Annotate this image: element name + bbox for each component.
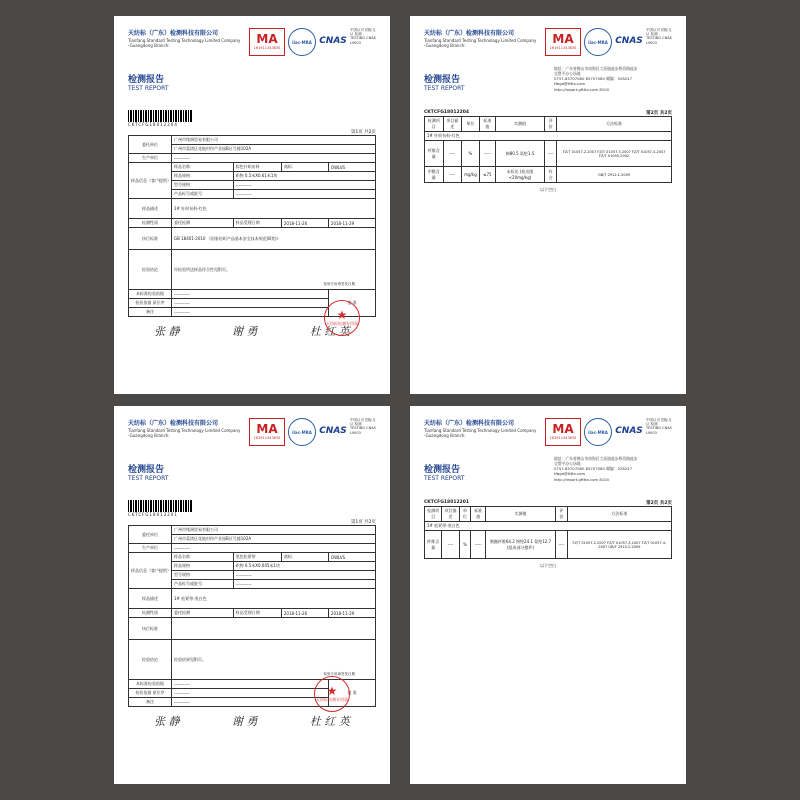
table-row: 甲醛含量 ---- mg/kg ≤75 未检出 (检出限<20mg/kg) 符合 GB/T 2912.1-2009 — [425, 167, 672, 183]
report-number: CKTCFG18012204 — [424, 110, 469, 115]
report-page-2 — [410, 16, 686, 394]
signatures — [128, 713, 376, 729]
address-block: 地址：广东省佛山市南海区大沥镇盐步桥西路盐步 交警平办公场地 0757-85707080 85707080 邮编：528247 tfbgd@tfttx.com http://report.gftttx.com 8100 — [554, 456, 638, 482]
report-title: 检测报告 TEST REPORT — [424, 75, 465, 92]
cnas-logo: CNAS — [615, 426, 643, 436]
branch-name: -Guangdong Branch: — [128, 43, 170, 48]
cert-logos: MA 161911343830 ilac-MRA CNAS 中国认可 国际互认 检测 TESTING CNAS L9003 — [545, 418, 672, 448]
cnas-logo: CNAS — [319, 426, 347, 436]
cnas-caption: 中国认可 国际互认 检测 TESTING CNAS L9003 — [350, 28, 376, 45]
ma-logo: MA 161911343830 — [545, 28, 581, 56]
barcode-number: CKTCFG18012201 — [128, 512, 178, 517]
cert-logos: MA 161911343830 ilac-MRA CNAS 中国认可 国际互认 检测 TESTING CNAS L9003 — [545, 28, 672, 58]
report-header — [128, 28, 376, 72]
barcode-number: CKTCFG18012204 — [128, 122, 178, 127]
page-number: 第2页 共2页 — [646, 501, 672, 506]
ma-logo: MA 161911343830 — [249, 28, 285, 56]
official-stamp: ★ 天纺标检测专用章 — [324, 300, 360, 336]
barcode — [128, 110, 192, 122]
report-number: CKTCFG18012201 — [424, 500, 469, 505]
report-title: 检测报告 TEST REPORT — [128, 465, 169, 482]
table-header: 检测项目 项目描述 单位 标准值 实测值 评价 方法标准 — [425, 117, 672, 132]
report-header: 天纺标（广东）检测科技有限公司 Tianfang Standard Testing Technology Limited Company -Guangdong Branch: MA 161911343830 ilac-MRA CNAS 中国认可 国际互认 检测 TESTING CNAS L9003 — [424, 418, 672, 462]
results-table: 检测项目 项目描述 单位 标准值 实测值 评价 方法标准 1# 针织布料-红色 纤维含量 ---- % ----- 棉80.5 氨纶1.5 ---- FZ/T 01057.2-2007 FZ/T 01057.3-2007 FZ/T 01057.4-2007 FZ/T 01095-2002 甲醛含量 ---- mg/kg ≤75 未检出 (检出限<20mg/kg) 符合 GB/T 2912.1-2009 — [424, 116, 672, 183]
signature-2: 谢 勇 — [231, 715, 258, 728]
report-title: 检测报告 TEST REPORT — [128, 75, 169, 92]
ma-logo: MA 161911343830 — [545, 418, 581, 446]
ilac-logo: ilac-MRA — [584, 28, 612, 56]
signature-3: 杜 红 英 — [309, 325, 350, 338]
ilac-logo: ilac-MRA — [288, 28, 316, 56]
report-page-1 — [114, 16, 390, 394]
signature-2: 谢 勇 — [231, 325, 258, 338]
address-block: 地址：广东省佛山市南海区大沥镇盐步桥西路盐步 交警平办公场地 0757-85707080 85707080 邮编：528247 tfbgd@tfttx.com http://report.gftttx.com 8100 — [554, 66, 638, 92]
report-title: 检测报告 TEST REPORT — [424, 465, 465, 482]
barcode — [128, 500, 192, 512]
cnas-logo: CNAS — [615, 36, 643, 46]
page-number: 第1页 共2页 — [350, 130, 376, 135]
report-page-4 — [410, 406, 686, 784]
ilac-logo: ilac-MRA — [288, 418, 316, 446]
end-note: 以下空白 — [540, 563, 556, 568]
end-note: 以下空白 — [540, 187, 556, 192]
company-name-cn: 天纺标（广东）检测科技有限公司 — [128, 30, 219, 37]
table-header: 检测项目 项目描述 单位 标准值 实测值 评价 方法标准 — [425, 507, 672, 522]
signature-1: 张 静 — [154, 325, 180, 338]
cnas-logo: CNAS — [319, 36, 347, 46]
official-stamp: ★ 天纺标检测专用章 — [314, 676, 350, 712]
signature-1: 张 静 — [154, 715, 180, 728]
cert-logos: MA 161911343830 ilac-MRA CNAS 中国认可 国际互认 检测 TESTING CNAS L9003 — [249, 418, 376, 448]
page-number: 第2页 共2页 — [646, 111, 672, 116]
report-form: 委托单位 广州市缘洲贸易有限公司 广州市荔湾区花地村经产业园B区号楼102A 生产单位 ----------- 样品信息（客户提供） 样品名称： 棕色针织布料 商标： OWLVS 样品规格： 织物 0.5米X0.61米1块 型号规格： ----------- 产品标号或批号： ----------- 样品描述 1# 针织布料-红色 检测性质 委托检测 样品受理日期 2018-11-26 2018-11-29 执行标准 GB 18401-2010 《国家纺织产品基本安全技术规范(B类)》 检验结论 经检验所送样品符合性见附页。 检验专用章签发日期 本标准检验依据 ----------- 批 准 检验依据 原位序 ----------- 备注 ----------- — [128, 135, 376, 317]
ma-logo: MA 161911343830 — [249, 418, 285, 446]
page-number: 第1页 共2页 — [350, 520, 376, 525]
report-page-3 — [114, 406, 390, 784]
report-form: 委托单位 广州市缘洲贸易有限公司 广州市荔湾区花地村经产业园B区号楼102A 生产单位 ----------- 样品信息（客户提供） 样品名称： 黑色松紧带 商标： OWLVS 样品规格： 织物 0.5米X0.045米1块 型号规格： ----------- 产品标号或批号： ----------- 样品描述 1# 松紧带-黑白色 检测性质 委托检测 样品受理日期 2018-11-26 2018-11-29 执行标准 检验结论 检验结果见附页。 检验专用章签发日期 本标准检验依据 ----------- 批 准 检验依据 原位序 ----------- 备注 ----------- — [128, 525, 376, 707]
company-name-en: Tianfang Standard Testing Technology Limited Company — [128, 38, 241, 43]
report-header: 天纺标（广东）检测科技有限公司 Tianfang Standard Testing Technology Limited Company -Guangdong Branch: MA 161911343830 ilac-MRA CNAS 中国认可 国际互认 检测 TESTING CNAS L9003 — [424, 28, 672, 72]
cert-logos — [249, 28, 376, 58]
ilac-logo: ilac-MRA — [584, 418, 612, 446]
report-header: 天纺标（广东）检测科技有限公司 Tianfang Standard Testing Technology Limited Company -Guangdong Branch: MA 161911343830 ilac-MRA CNAS 中国认可 国际互认 检测 TESTING CNAS L9003 — [128, 418, 376, 462]
signature-3: 杜 红 英 — [309, 715, 350, 728]
table-row: 纤维含量 ---- % ----- 聚酯纤维64.2 锦纶24.1 氨纶12.7 (组成部分整件) ---- FZ/T 01057.2-2007 FZ/T 01057.3-2007 FZ/T 01057.4-2007 GB/T 2910.2-2009 — [425, 531, 672, 559]
table-row: 纤维含量 ---- % ----- 棉80.5 氨纶1.5 ---- FZ/T 01057.2-2007 FZ/T 01057.3-2007 FZ/T 01057.4-2007 FZ/T 01095-2002 — [425, 141, 672, 167]
results-table: 检测项目 项目描述 单位 标准值 实测值 评价 方法标准 1# 松紧带-黑白色 纤维含量 ---- % ----- 聚酯纤维64.2 锦纶24.1 氨纶12.7 (组成部分整件) ---- FZ/T 01057.2-2007 FZ/T 01057.3-2007 FZ/T 01057.4-2007 GB/T 2910.2-2009 — [424, 506, 672, 559]
